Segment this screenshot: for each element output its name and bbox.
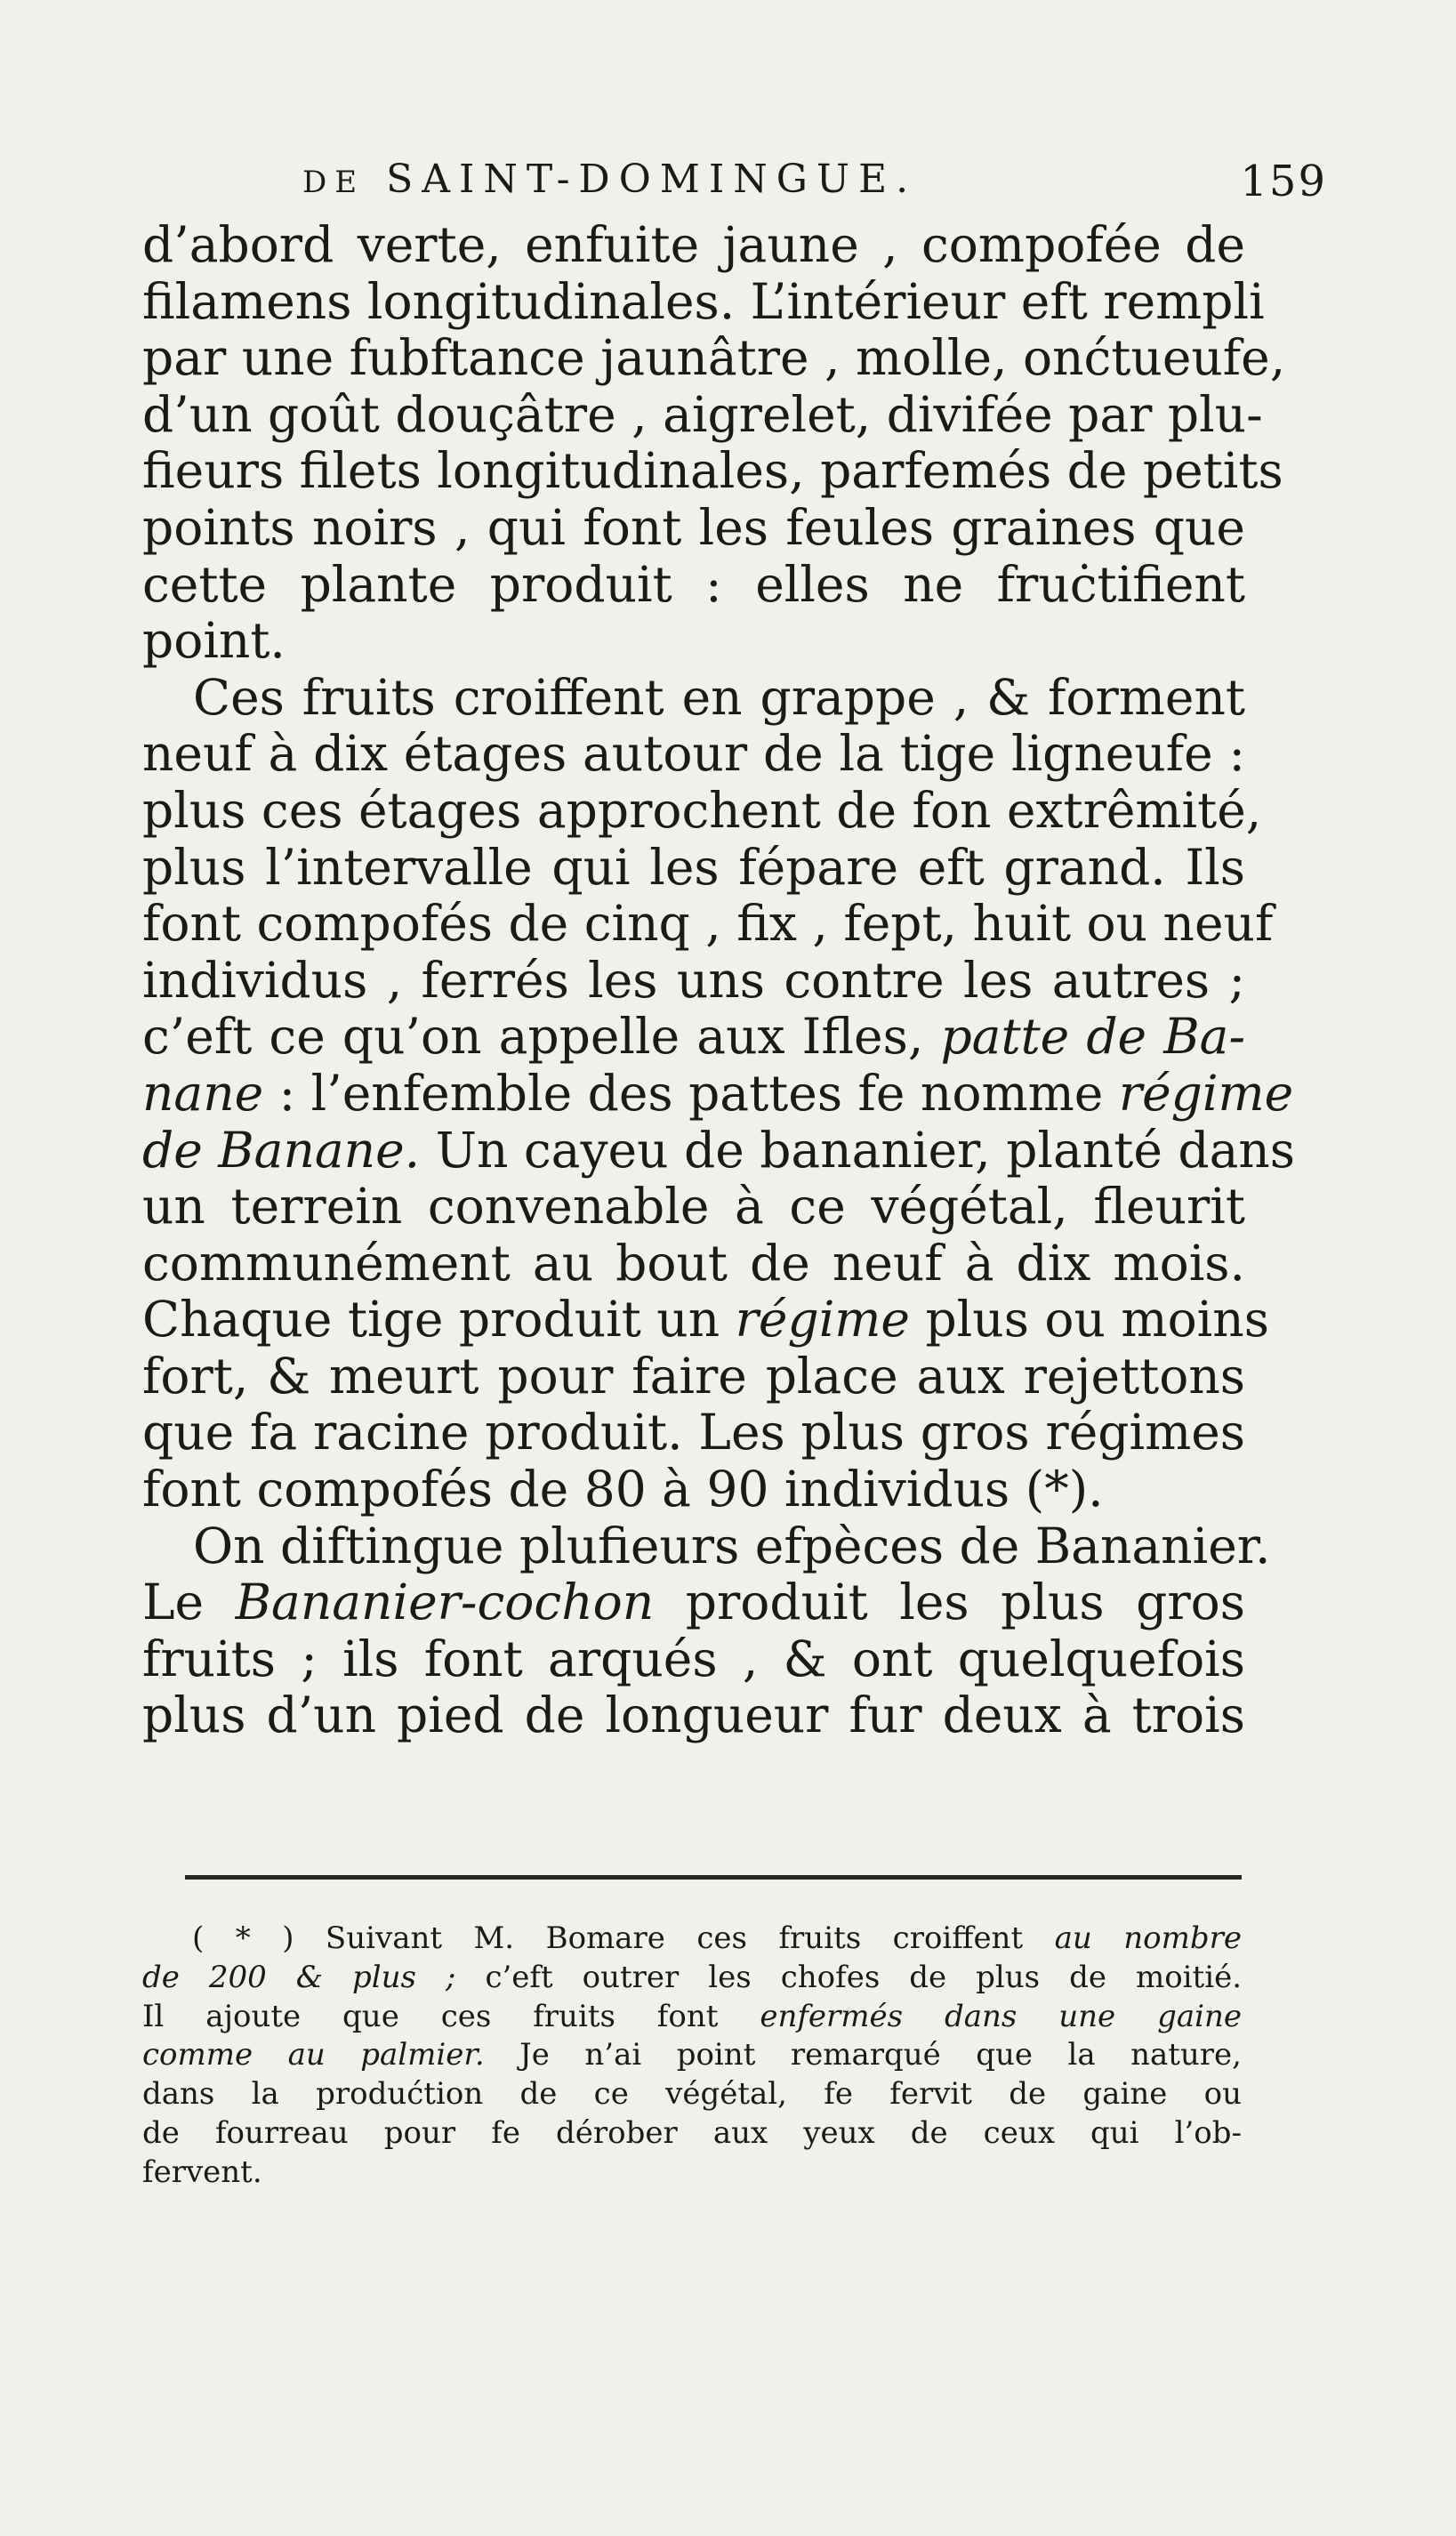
footnote-line: de 200 & plus ; c’eft outrer les chofes de plus de moitié. xyxy=(142,1959,1243,1995)
italic-term: régime xyxy=(1118,1064,1294,1122)
text-line: fieurs filets longitudinales, parfemés de petits xyxy=(142,442,1283,500)
text-line: points noirs , qui font les feules graines que xyxy=(142,498,1245,556)
running-title: DE SAINT-DOMINGUE. xyxy=(302,157,918,202)
text-line: cette plante produit : elles ne fruċtifient xyxy=(142,555,1245,613)
text-line: font compofés de 80 à 90 individus (*). xyxy=(142,1461,1104,1518)
italic-term: de 200 & plus ; xyxy=(142,1959,456,1995)
footnote-line: dans la produćtion de ce végétal, fe fervit de gaine ou xyxy=(142,2076,1242,2113)
text-line: d’abord verte, enfuite jaune , compofée de xyxy=(142,216,1245,273)
italic-term: enfermés dans une gaine xyxy=(760,1998,1242,2034)
text-line: On diftingue plufieurs efpèces de Bananier. xyxy=(193,1517,1271,1574)
italic-term: Bananier-cochon xyxy=(235,1574,655,1631)
text-line: neuf à dix étages autour de la tige ligneufe : xyxy=(142,725,1245,783)
text-line: fruits ; ils font arqués , & ont quelquefois xyxy=(142,1630,1245,1687)
text-line: plus l’intervalle qui les fépare eft grand. Ils xyxy=(142,838,1245,896)
main-text xyxy=(142,216,1296,1744)
text-line: d’un goût douçâtre , aigrelet, divifée par plu- xyxy=(142,385,1263,443)
footnote-line: comme au palmier. Je n’ai point remarqué que la nature, xyxy=(142,2037,1242,2073)
text-line: fort, & meurt pour faire place aux rejettons xyxy=(142,1347,1245,1405)
italic-term: au nombre xyxy=(1054,1920,1242,1956)
text-line: plus d’un pied de longueur fur deux à trois xyxy=(142,1687,1245,1744)
text-line: individus , ferrés les uns contre les autres ; xyxy=(142,951,1245,1009)
text-line: filamens longitudinales. L’intérieur eft rempli xyxy=(142,272,1265,330)
footnote-line: Il ajoute que ces fruits font enfermés dans une gaine xyxy=(142,1998,1242,2034)
footnote-line: ( * ) Suivant M. Bomare ces fruits croiffent au nombre xyxy=(192,1920,1242,1956)
footnote xyxy=(142,1920,1242,2193)
text-line: que fa racine produit. Les plus gros régimes xyxy=(142,1404,1245,1461)
page-number: 159 xyxy=(1240,157,1327,206)
italic-term: comme au palmier. xyxy=(142,2037,485,2073)
text-line: point. xyxy=(142,612,286,670)
text-line: plus ces étages approchent de fon extrêmité, xyxy=(142,781,1262,839)
running-title-main: SAINT-DOMINGUE. xyxy=(386,157,918,202)
text-line: Ces fruits croiffent en grappe , & forment xyxy=(193,668,1245,726)
italic-term: régime xyxy=(735,1291,910,1349)
footnote-line: de fourreau pour fe dérober aux yeux de ceux qui l’ob- xyxy=(142,2114,1242,2151)
text-line: de Banane. Un cayeu de bananier, planté dans xyxy=(142,1121,1296,1179)
footnote-rule xyxy=(185,1875,1242,1880)
text-line: Chaque tige produit un régime plus ou moins xyxy=(142,1291,1269,1349)
text-line: font compofés de cinq , fix , fept, huit ou neuf xyxy=(142,895,1274,953)
text-line: par une fubftance jaunâtre , molle, onćtueufe, xyxy=(142,329,1286,387)
footnote-line: fervent. xyxy=(142,2154,262,2190)
italic-term: patte de Ba- xyxy=(940,1008,1246,1066)
text-line: communément au bout de neuf à dix mois. xyxy=(142,1234,1245,1292)
text-line: Le Bananier-cochon produit les plus gros xyxy=(142,1574,1246,1631)
text-line: c’eft ce qu’on appelle aux Ifles, patte de Ba- xyxy=(142,1008,1246,1066)
italic-term: nane xyxy=(142,1064,264,1122)
text-line: nane : l’enfemble des pattes fe nomme régime xyxy=(142,1064,1294,1122)
italic-term: de Banane. xyxy=(142,1121,421,1179)
running-header xyxy=(302,157,1334,219)
text-line: un terrein convenable à ce végétal, fleurit xyxy=(142,1178,1245,1236)
